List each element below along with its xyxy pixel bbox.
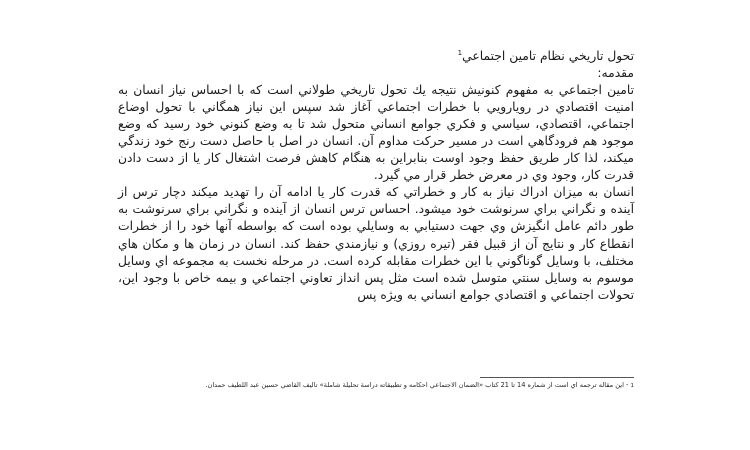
intro-heading: مقدمه:	[597, 66, 634, 81]
footnote	[118, 381, 634, 391]
title-text: تحول تاريخي نظام تامين اجتماعي	[462, 49, 634, 63]
footnote-marker: 1	[630, 383, 634, 389]
paragraph-1: تامين اجتماعي به مفهوم كنونيش نتيجه يك تحول تاريخي طولاني است كه با احساس نياز انسان به امنيت اقتصادي در رويارويي با خطرات اجتماعي آغاز شد سپس اين نياز همگاني با تحول اوضاع اجتماعي، اقتصادي، سياسي و فكري جوامع انساني متحول شد تا به وضع كنوني خود رسيد كه وضع موجود هم فرودگاهي است در مسير حركت مداوم آن. انسان در اصل با حاصل دست رنج خود زندگي ميكند، لذا كار طريق حفظ وجود اوست بنابراين به هنگام كاهش فرصت اشتغال كار يا از دست دادن قدرت كار، وجود وي در معرض خطر قرار مي گيرد.	[118, 83, 634, 183]
title-footnote-marker: 1	[457, 48, 463, 57]
document-body	[118, 48, 634, 304]
paragraph-2: انسان به ميزان ادراك نياز به كار و خطراتي كه قدرت كار يا ادامه آن را تهديد ميكند دچار ترس از آينده و نگراني براي سرنوشت خود ميشود. احساس ترس انسان از آينده و نگراني براي سرنوشت به طور دائم عامل انگيزش وي جهت دستيابي به وسايلي بوده است كه بواسطه آنها خود را از خطرات انقطاع كار و نتايج آن از قبيل فقر (تيره روزي) و نيازمندي حفظ كند. انسان در زمان ها و مكان هاي مختلف، با وسايل گوناگوني با اين خطرات مقابله كرده است. در مرحله نخست به مجموعه اي وسايل موسوم به وسايل سنتي متوسل شده است مثل پس انداز تعاوني اجتماعي و بيمه خاص با وجود اين، تحولات اجتماعي و اقتصادي جوامع انساني به ويژه پس	[118, 185, 634, 302]
document-title	[118, 48, 634, 65]
footnote-text: - اين مقاله ترجمه اي است از شماره 14 تا 21 كتاب «الضمان الاجتماعي احكامه و تطبيقاته دراسة تحليلة شاملة» تاليف القاضي حسين عبد اللطيف حمدان.	[205, 381, 629, 389]
footnote-divider	[480, 377, 634, 378]
